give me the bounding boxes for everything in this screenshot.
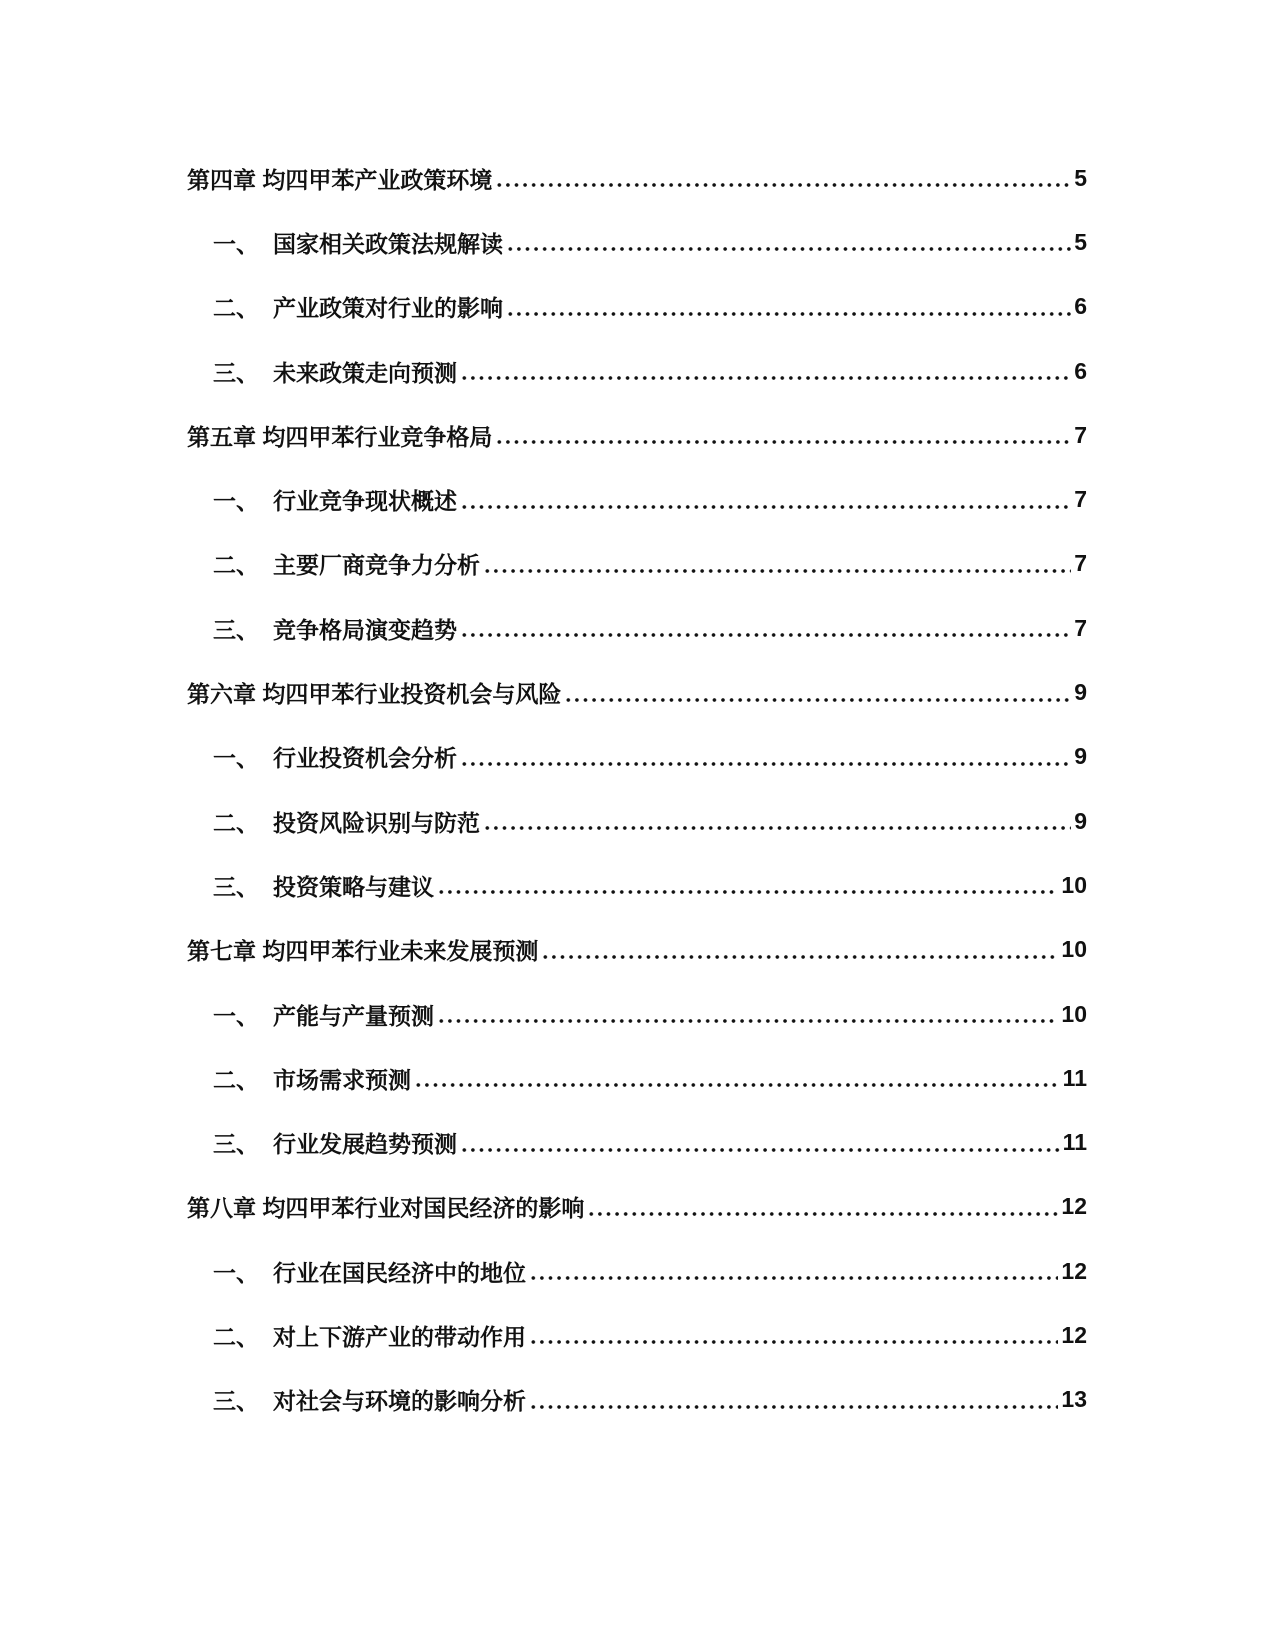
toc-entry-label: 第六章 均四甲苯行业投资机会与风险 (187, 681, 562, 708)
toc-entry[interactable] (187, 596, 1087, 660)
toc-page-number: 7 (1074, 614, 1087, 641)
toc-page-number: 5 (1074, 228, 1087, 255)
toc-page-number: 9 (1074, 807, 1087, 834)
toc-entry-label: 第四章 均四甲苯产业政策环境 (187, 166, 493, 193)
toc-entry-number: 三、 (213, 359, 259, 386)
toc-entry[interactable] (187, 146, 1087, 210)
dot-leader (414, 1065, 1060, 1091)
toc-entry[interactable] (187, 789, 1087, 853)
toc-entry[interactable] (187, 982, 1087, 1046)
toc-page-number: 7 (1074, 550, 1087, 577)
toc-entry-label: 对上下游产业的带动作用 (273, 1323, 526, 1350)
toc-entry-number: 二、 (213, 1066, 259, 1093)
toc-page-number: 5 (1074, 164, 1087, 191)
dot-leader (529, 1258, 1058, 1284)
toc-entry-label: 投资风险识别与防范 (273, 809, 480, 836)
dot-leader (506, 229, 1071, 255)
toc-page-number: 9 (1074, 743, 1087, 770)
toc-entry-number: 一、 (213, 488, 259, 515)
toc-entry-label: 第七章 均四甲苯行业未来发展预测 (187, 938, 539, 965)
toc-entry[interactable] (187, 532, 1087, 596)
dot-leader (460, 1130, 1060, 1156)
toc-page-number: 7 (1074, 421, 1087, 448)
toc-entry[interactable] (187, 660, 1087, 724)
toc-entry-label: 未来政策走向预测 (273, 359, 457, 386)
dot-leader (460, 487, 1071, 513)
toc-entry-label: 投资策略与建议 (273, 873, 434, 900)
toc-entry-label: 产业政策对行业的影响 (273, 295, 503, 322)
toc-entry-number: 三、 (213, 1131, 259, 1158)
toc-page-number: 7 (1074, 486, 1087, 513)
toc-entry-label: 第五章 均四甲苯行业竞争格局 (187, 423, 493, 450)
dot-leader (587, 1194, 1058, 1220)
dot-leader (529, 1322, 1058, 1348)
toc-entry-number: 二、 (213, 295, 259, 322)
toc-page-number: 6 (1074, 357, 1087, 384)
toc-entry[interactable] (187, 1175, 1087, 1239)
toc-entry-number: 一、 (213, 230, 259, 257)
toc-entry-number: 一、 (213, 745, 259, 772)
dot-leader (483, 551, 1071, 577)
toc-page-number: 10 (1061, 871, 1087, 898)
toc-entry[interactable] (187, 1046, 1087, 1110)
toc-entry-number: 三、 (213, 1388, 259, 1415)
toc-entry-label: 国家相关政策法规解读 (273, 230, 503, 257)
toc-entry[interactable] (187, 725, 1087, 789)
dot-leader (460, 744, 1071, 770)
dot-leader (437, 872, 1058, 898)
toc-entry[interactable] (187, 1110, 1087, 1174)
toc-page-number: 10 (1061, 1000, 1087, 1027)
toc-entry[interactable] (187, 403, 1087, 467)
toc-page-number: 13 (1061, 1386, 1087, 1413)
toc-entry-label: 产能与产量预测 (273, 1002, 434, 1029)
dot-leader (483, 808, 1071, 834)
toc-entry-label: 竞争格局演变趋势 (273, 616, 457, 643)
toc-entry-label: 行业发展趋势预测 (273, 1131, 457, 1158)
toc-entry[interactable] (187, 339, 1087, 403)
toc-entry-label: 行业投资机会分析 (273, 745, 457, 772)
toc-entry[interactable] (187, 1303, 1087, 1367)
dot-leader (460, 615, 1071, 641)
dot-leader (495, 165, 1071, 191)
toc-entry[interactable] (187, 467, 1087, 531)
toc-entry-label: 主要厂商竞争力分析 (273, 552, 480, 579)
toc-entry[interactable] (187, 275, 1087, 339)
toc-entry[interactable] (187, 210, 1087, 274)
toc-page-number: 12 (1061, 1257, 1087, 1284)
table-of-contents (187, 146, 1087, 1432)
toc-entry-label: 对社会与环境的影响分析 (273, 1388, 526, 1415)
dot-leader (460, 358, 1071, 384)
toc-entry-label: 行业在国民经济中的地位 (273, 1259, 526, 1286)
toc-entry[interactable] (187, 1239, 1087, 1303)
dot-leader (564, 680, 1071, 706)
toc-entry-number: 一、 (213, 1259, 259, 1286)
toc-page-number: 11 (1062, 1129, 1087, 1156)
toc-page-number: 12 (1061, 1193, 1087, 1220)
toc-entry-number: 二、 (213, 1323, 259, 1350)
toc-entry[interactable] (187, 1368, 1087, 1432)
toc-entry-number: 三、 (213, 616, 259, 643)
toc-entry-number: 二、 (213, 809, 259, 836)
dot-leader (541, 937, 1058, 963)
dot-leader (495, 422, 1071, 448)
toc-entry[interactable] (187, 918, 1087, 982)
toc-entry-number: 一、 (213, 1002, 259, 1029)
toc-entry-label: 市场需求预测 (273, 1066, 411, 1093)
toc-entry-number: 三、 (213, 873, 259, 900)
toc-page-number: 10 (1061, 936, 1087, 963)
toc-page-number: 6 (1074, 293, 1087, 320)
toc-page-number: 9 (1074, 679, 1087, 706)
dot-leader (437, 1001, 1058, 1027)
dot-leader (529, 1387, 1058, 1413)
toc-page-number: 11 (1062, 1064, 1087, 1091)
toc-entry-number: 二、 (213, 552, 259, 579)
dot-leader (506, 294, 1071, 320)
toc-entry-label: 第八章 均四甲苯行业对国民经济的影响 (187, 1195, 585, 1222)
toc-entry[interactable] (187, 853, 1087, 917)
toc-page-number: 12 (1061, 1321, 1087, 1348)
toc-entry-label: 行业竞争现状概述 (273, 488, 457, 515)
